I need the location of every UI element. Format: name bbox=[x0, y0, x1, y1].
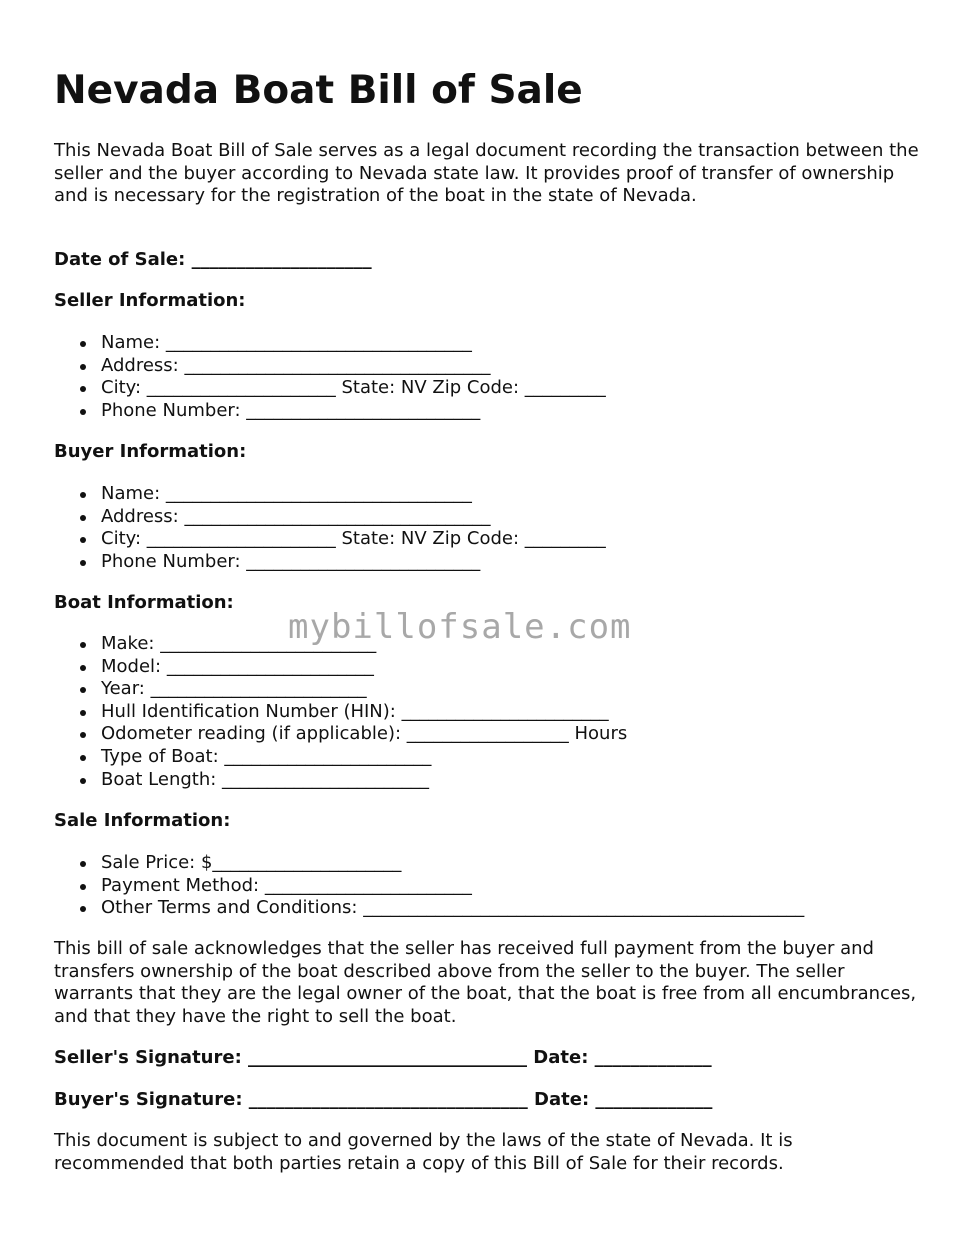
payment-method-field: Payment Method: _______________________ bbox=[101, 875, 804, 898]
seller-signature-line: Seller's Signature: _______________________________ Date: _____________ bbox=[54, 1047, 712, 1068]
seller-address-field: Address: __________________________________ bbox=[101, 355, 606, 378]
boat-length-field: Boat Length: _______________________ bbox=[101, 769, 627, 792]
boat-make-field: Make: ________________________ bbox=[101, 633, 627, 656]
buyer-fields bbox=[54, 483, 606, 573]
seller-name-field: Name: __________________________________ bbox=[101, 332, 606, 355]
boat-fields bbox=[54, 633, 627, 791]
other-terms-field: Other Terms and Conditions: _________________________________________________ bbox=[101, 897, 805, 919]
seller-heading: Seller Information: bbox=[54, 290, 246, 311]
boat-odometer-field: Odometer reading (if applicable): __________________ Hours bbox=[101, 723, 628, 745]
buyer-phone-field: Phone Number: __________________________ bbox=[101, 551, 606, 574]
buyer-city-field: City: _____________________ State: NV Zip Code: _________ bbox=[101, 528, 606, 550]
boat-heading: Boat Information: bbox=[54, 592, 234, 613]
seller-phone-field: Phone Number: __________________________ bbox=[101, 400, 606, 423]
acknowledgement-paragraph: This bill of sale acknowledges that the seller has received full payment from the buyer and transfers ownership of the boat described above from the seller to the buyer. The seller warrants that they are the legal owner of the boat, that the boat is free from all encumbrances, and that they have the right to sell the boat. bbox=[54, 938, 917, 1027]
buyer-address-field: Address: __________________________________ bbox=[101, 506, 606, 529]
seller-city-field: City: _____________________ State: NV Zip Code: _________ bbox=[101, 377, 606, 399]
boat-year-field: Year: ________________________ bbox=[101, 678, 627, 701]
boat-hin-field: Hull Identification Number (HIN): _______________________ bbox=[101, 701, 627, 724]
seller-fields bbox=[54, 332, 606, 422]
buyer-heading: Buyer Information: bbox=[54, 441, 247, 462]
buyer-name-field: Name: __________________________________ bbox=[101, 483, 606, 506]
closing-paragraph: This document is subject to and governed by the laws of the state of Nevada. It is recommended that both parties retain a copy of this Bill of Sale for their records. bbox=[54, 1130, 793, 1174]
page-title: Nevada Boat Bill of Sale bbox=[54, 68, 583, 113]
boat-type-field: Type of Boat: _______________________ bbox=[101, 746, 627, 769]
sale-fields bbox=[54, 852, 804, 920]
sale-heading: Sale Information: bbox=[54, 810, 231, 831]
buyer-signature-line: Buyer's Signature: _______________________________ Date: _____________ bbox=[54, 1089, 713, 1110]
sale-price-field: Sale Price: $_____________________ bbox=[101, 852, 804, 875]
date-of-sale-field: Date of Sale: ____________________ bbox=[54, 249, 372, 270]
intro-paragraph: This Nevada Boat Bill of Sale serves as a legal document recording the transaction between the seller and the buyer according to Nevada state law. It provides proof of transfer of ownership and is necessary for the registration of the boat in the state of Nevada. bbox=[54, 140, 919, 207]
watermark: mybillofsale.com bbox=[288, 607, 632, 647]
boat-model-field: Model: _______________________ bbox=[101, 656, 627, 679]
